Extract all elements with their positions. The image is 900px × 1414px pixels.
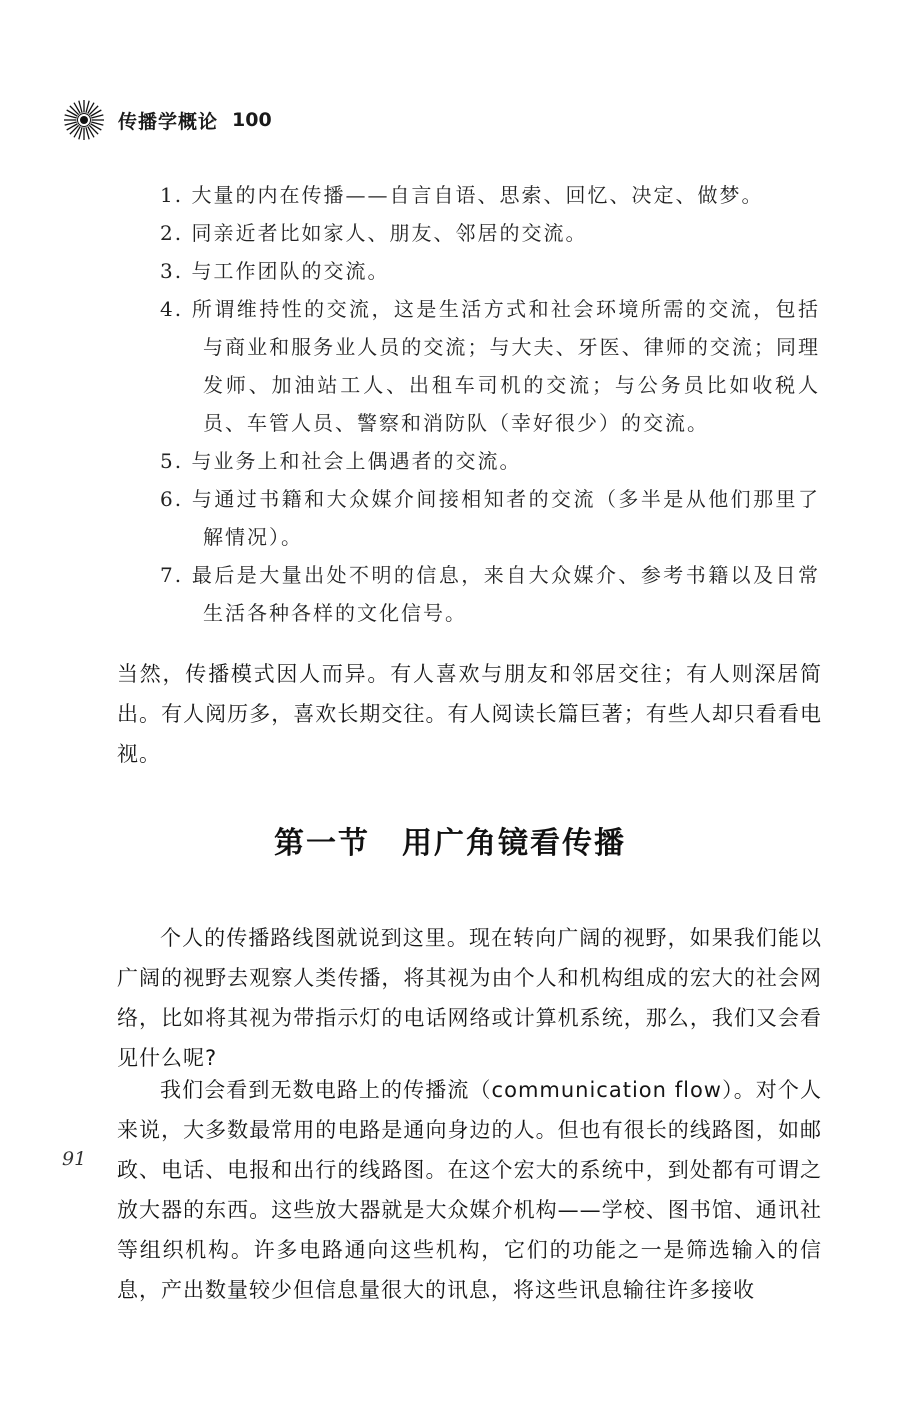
list-item: 4. 所谓维持性的交流，这是生活方式和社会环境所需的交流，包括与商业和服务业人员的交流；与大夫、牙医、律师的交流；同理发师、加油站工人、出租车司机的交流；与公务员比如收税人员、车管人员、警察和消防队（幸好很少）的交流。 [160,297,820,435]
list-item: 1. 大量的内在传播——自言自语、思索、回忆、决定、做梦。 [160,183,764,207]
emblem-petal [70,106,79,115]
paragraph-after-list: 当然，传播模式因人而异。有人喜欢与朋友和邻居交往；有人则深居简出。有人阅历多，喜欢长期交往。有人阅读长篇巨著；有些人却只看看电视。 [117,662,822,766]
section-title: 第一节 用广角镜看传播 [274,826,626,861]
book-title: 传播学概论 [118,110,219,133]
page-number: 100 [232,109,272,131]
emblem-petal [89,125,98,134]
list-item: 3. 与工作团队的交流。 [160,259,390,283]
list-item: 2. 同亲近者比如家人、朋友、邻居的交流。 [160,221,588,245]
running-header [62,98,272,142]
margin-page-number: 91 [62,1148,87,1170]
emblem-petal [70,125,79,134]
chrysanthemum-emblem-icon [62,98,106,142]
list-item: 7. 最后是大量出处不明的信息，来自大众媒介、参考书籍以及日常生活各种各样的文化信号。 [160,563,820,625]
emblem-petal [89,106,98,115]
section-paragraph-2: 我们会看到无数电路上的传播流（communication flow）。对个人来说，大多数最常用的电路是通向身边的人。但也有很长的线路图，如邮政、电话、电报和出行的线路图。在这个宏大的系统中，到处都有可谓之放大器的东西。这些放大器就是大众媒介机构——学校、图书馆、通讯社等组织机构。许多电路通向这些机构，它们的功能之一是筛选输入的信息，产出数量较少但信息量很大的讯息，将这些讯息输往许多接收 [117,1078,822,1302]
list-item: 6. 与通过书籍和大众媒介间接相知者的交流（多半是从他们那里了解情况）。 [160,487,820,549]
list-item: 5. 与业务上和社会上偶遇者的交流。 [160,449,522,473]
section-paragraph-1: 个人的传播路线图就说到这里。现在转向广阔的视野，如果我们能以广阔的视野去观察人类传播，将其视为由个人和机构组成的宏大的社会网络，比如将其视为带指示灯的电话网络或计算机系统，那么，我们又会看见什么呢? [117,926,822,1070]
numbered-list [160,176,820,632]
